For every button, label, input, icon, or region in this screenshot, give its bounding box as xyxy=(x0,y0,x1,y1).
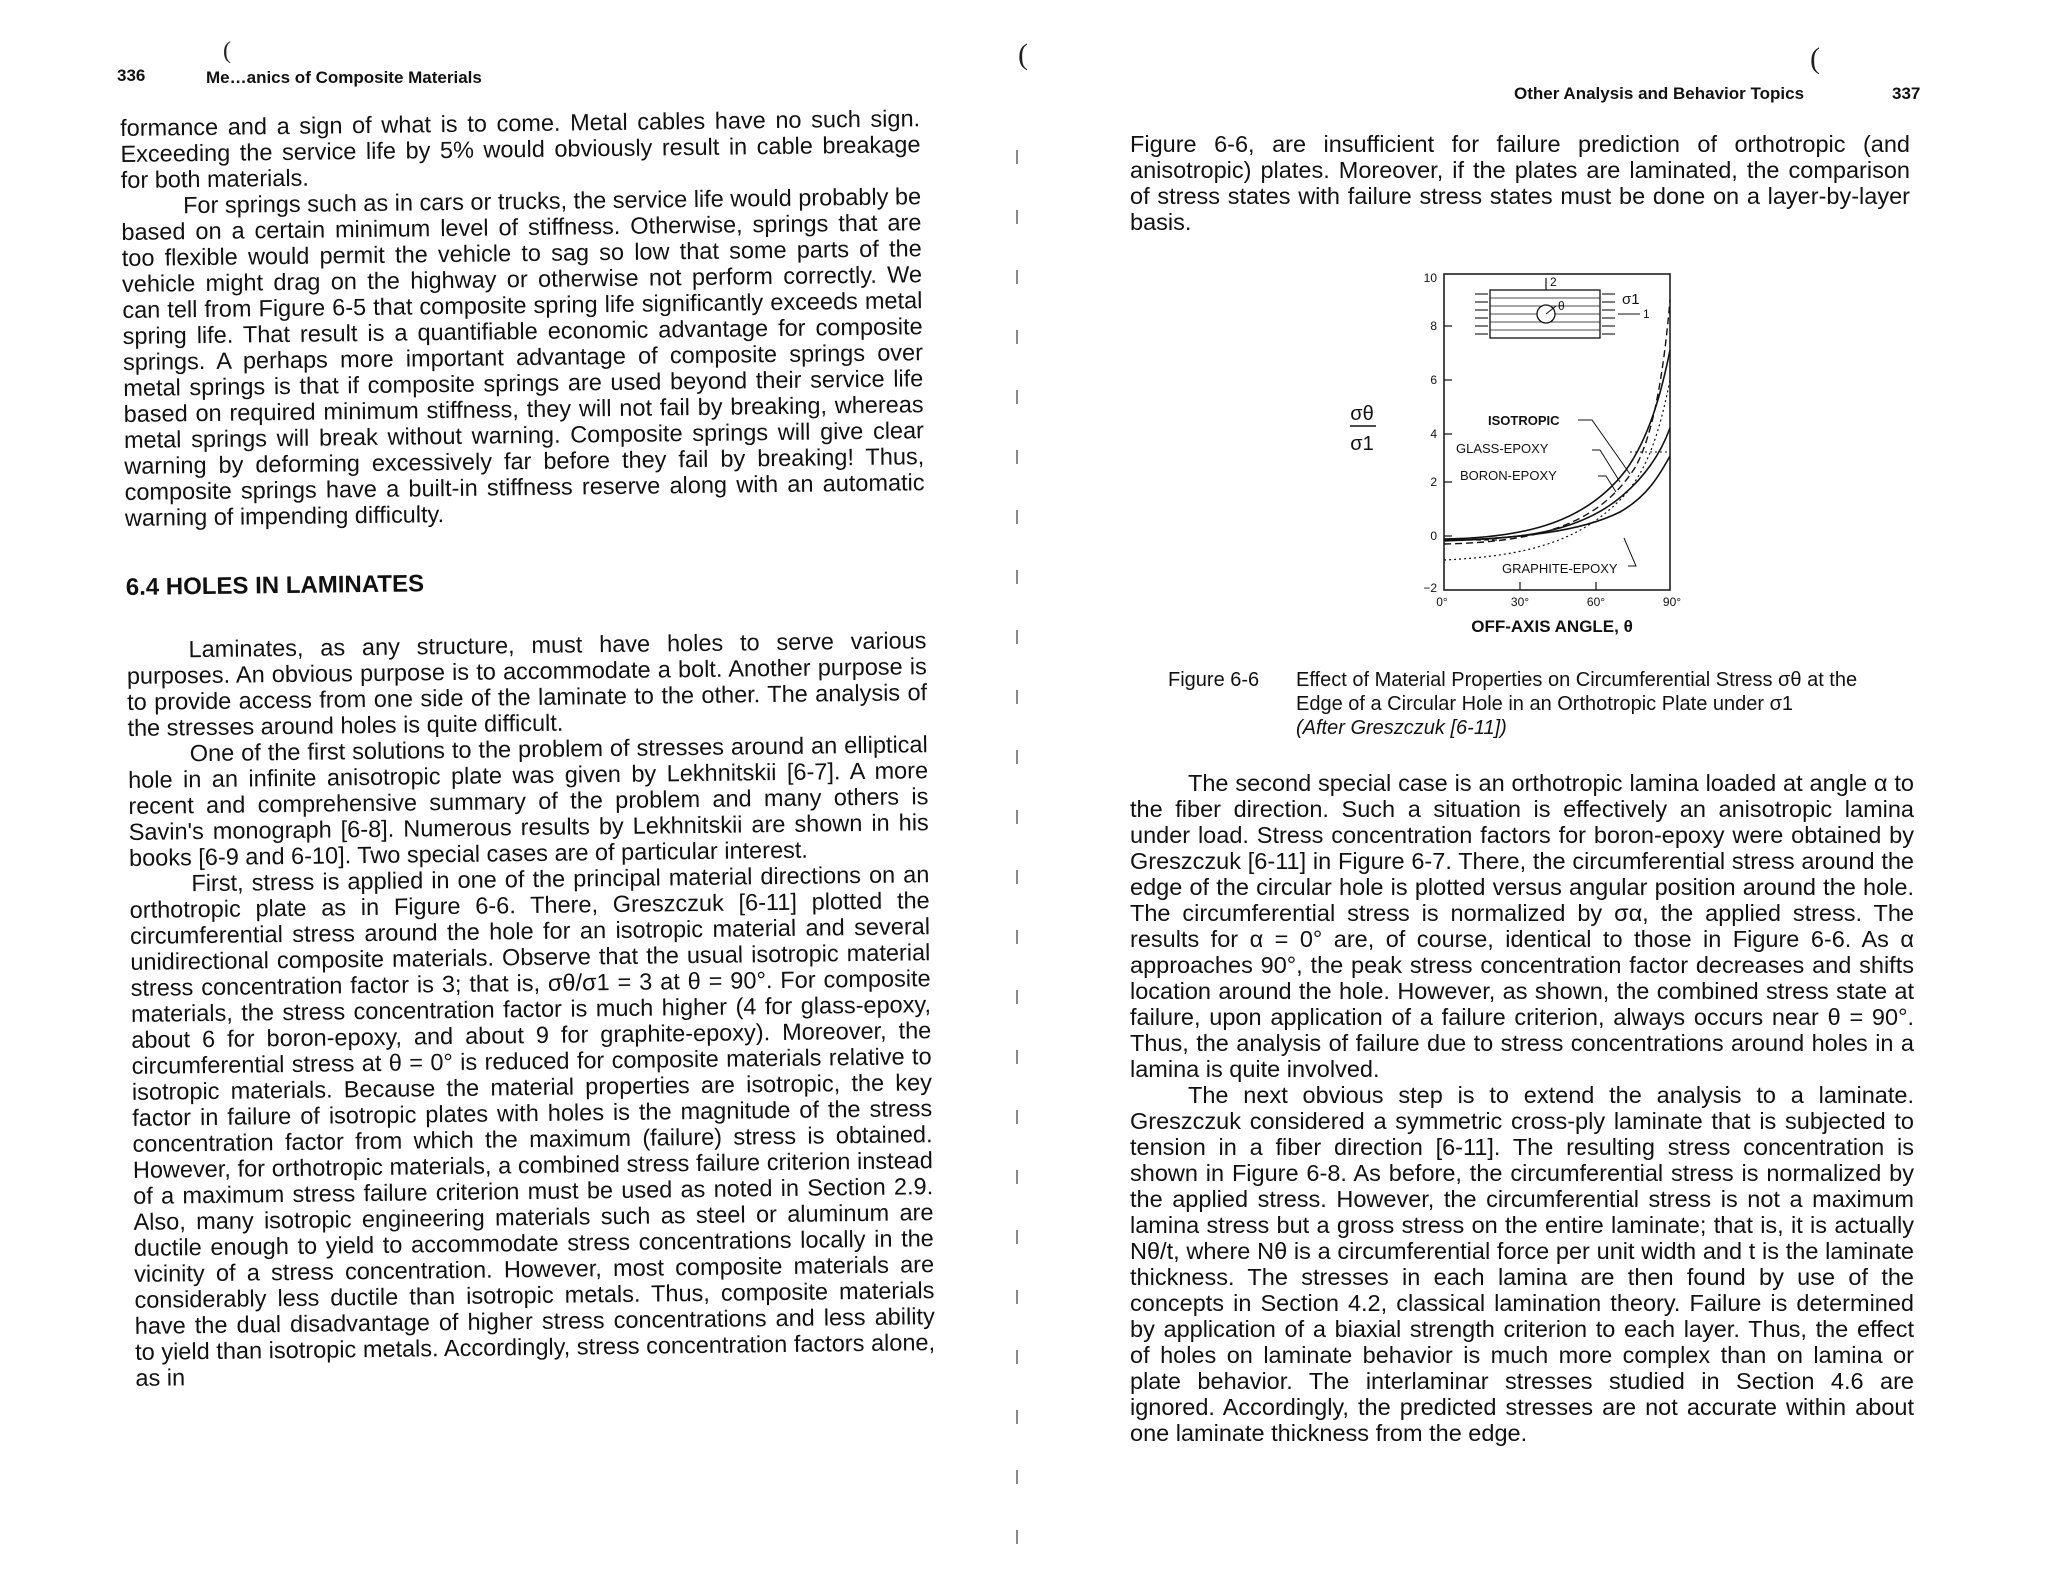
paragraph: For springs such as in cars or trucks, the service life would probably be based on a certain minimum level of stiffness. Otherwise, springs that are too flexible would permit the vehicle to sag so low that some parts of the vehicle might drag on the highway or otherwise not perform correctly. We can tell from Figure 6-5 that composite spring life significantly exceeds metal spring life. That result is a quantifiable economic advantage for composite springs. A perhaps more important advantage of composite springs over metal springs is that if composite springs are used beyond their service life based on required minimum stiffness, they will not fail by breaking, whereas metal springs will break without warning. Composite springs will give clear warning by deforming excessively far before they fail by breaking! Thus, composite springs have a built-in stiffness reserve along with an automatic warning of impending difficulty. xyxy=(121,183,925,531)
label-isotropic: ISOTROPIC xyxy=(1488,413,1560,428)
x-axis-label: OFF-AXIS ANGLE, θ xyxy=(1471,617,1633,636)
caption-number: Figure 6-6 xyxy=(1168,669,1260,691)
paragraph: The second special case is an orthotropic lamina loaded at angle α to the fiber direction. Such a situation is effectively an anisotropic lamina under load. Stress concentration factors for boron-epoxy were obtained by Greszczuk [6-11] in Figure 6-7. There, the circumferential stress around the edge of the circular hole is plotted versus angular position around the hole. The circumferential stress is normalized by σα, the applied stress. The results for α = 0° are, of course, identical to those in Figure 6-6. As α approaches 90°, the peak stress concentration factor decreases and shifts location around the hole. However, as shown, the combined stress state at failure, upon application of a failure criterion, always occurs near θ = 90°. Thus, the analysis of failure due to stress concentrations around holes in a lamina is quite involved. xyxy=(1130,770,1914,1082)
label-boron-epoxy: BORON-EPOXY xyxy=(1460,468,1557,483)
stress-curves xyxy=(1444,300,1670,560)
y-tick-label: 6 xyxy=(1430,373,1437,387)
paragraph: The next obvious step is to extend the analysis to a laminate. Greszczuk considered a symmetric cross-ply laminate that is subjected to tension in a fiber direction [6-11]. The resulting stress concentration is shown in Figure 6-8. As before, the circumferential stress is normalized by the applied stress. However, the circumferential stress is not a maximum lamina stress but a gross stress on the entire laminate; that is, it is actually Nθ/t, where Nθ is a circumferential force per unit width and t is the laminate thickness. The stresses in each lamina are then found by use of the concepts in Section 4.2, classical lamination theory. Failure is determined by application of a biaxial strength criterion to each layer. Thus, the effect of holes on laminate behavior is much more complex than on lamina or plate behavior. The interlaminar stresses studied in Section 4.6 are ignored. Accordingly, the predicted stresses are not accurate within about one laminate thickness from the edge. xyxy=(1130,1082,1914,1446)
x-tick-label: 0° xyxy=(1436,595,1448,609)
paragraph: First, stress is applied in one of the principal material directions on an orthotropic plate as in Figure 6-6. There, Greszczuk [6-11] plotted the circumferential stress around the hole for an isotropic material and several unidirectional composite materials. Observe that the usual isotropic material stress concentration factor is 3; that is, σθ/σ1 = 3 at θ = 90°. For composite materials, the stress concentration factor is much higher (4 for glass-epoxy, about 6 for boron-epoxy, and about 9 for graphite-epoxy). Moreover, the circumferential stress at θ = 0° is reduced for composite materials relative to isotropic materials. Because the material properties are isotropic, the key factor in failure of isotropic plates with holes is the magnitude of the stress concentration factor from which the maximum (failure) stress is obtained. However, for orthotropic materials, a combined stress failure criterion instead of a maximum stress failure criterion must be used as noted in Section 2.9. Also, many isotropic engineering materials such as steel or aluminum are ductile enough to yield to accommodate stress concentrations locally in the vicinity of a stress concentration. However, most composite materials are considerably less ductile than isotropic metals. Thus, composite materials have the dual disadvantage of higher stress concentrations and less ability to yield than isotropic metals. Accordingly, stress concentration factors alone, as in xyxy=(129,861,936,1391)
y-tick-label: −2 xyxy=(1423,581,1437,595)
leader-lines xyxy=(1578,420,1636,566)
caption-text: Effect of Material Properties on Circumferential Stress σθ at the Edge of a Circular Hole in an Orthotropic Plate under σ1 xyxy=(1296,669,1858,715)
left-page xyxy=(0,0,1010,1582)
page-number: 337 xyxy=(1892,84,1921,103)
y-label-numerator: σθ xyxy=(1350,403,1374,425)
caption-body xyxy=(1296,668,1896,740)
y-tick-label: 8 xyxy=(1430,319,1437,333)
label-glass-epoxy: GLASS-EPOXY xyxy=(1456,441,1549,456)
caption-credit: (After Greszczuk [6-11]) xyxy=(1296,717,1507,739)
page-number: 336 xyxy=(117,66,146,85)
binding-mark: ( xyxy=(1810,42,1820,75)
y-label-denominator: σ1 xyxy=(1350,433,1374,455)
inset-axis-2: 2 xyxy=(1550,275,1557,289)
running-title: Other Analysis and Behavior Topics xyxy=(1514,84,1805,103)
y-tick-label: 4 xyxy=(1430,427,1437,441)
y-tick-label: 0 xyxy=(1430,529,1437,543)
running-title: Me…anics of Composite Materials xyxy=(206,68,482,87)
right-page xyxy=(1030,0,2048,1582)
figure-6-6 xyxy=(1330,260,1750,640)
y-tick-label: 10 xyxy=(1423,271,1437,285)
gutter-marks xyxy=(1016,150,1018,1570)
stress-plot xyxy=(1330,260,1750,640)
paragraph: Figure 6-6, are insufficient for failure prediction of orthotropic (and anisotropic) plates. Moreover, if the plates are laminated, the comparison of stress states with failure stress states must be done on a layer-by-layer basis. xyxy=(1130,131,1910,235)
inset-theta: θ xyxy=(1558,299,1565,313)
x-tick-label: 90° xyxy=(1662,595,1682,609)
label-graphite-epoxy: GRAPHITE-EPOXY xyxy=(1502,561,1618,576)
left-column xyxy=(120,105,936,1391)
binding-mark: ( xyxy=(223,38,231,64)
x-tick-label: 30° xyxy=(1510,595,1530,609)
tick-marks xyxy=(1444,326,1596,590)
paragraph: formance and a sign of what is to come. Metal cables have no such sign. Exceeding the service life by 5% would obviously result in cable breakage for both materials. xyxy=(120,105,921,193)
section-heading: 6.4 HOLES IN LAMINATES xyxy=(125,570,425,601)
inset-axis-1: 1 xyxy=(1643,307,1650,321)
binding-mark: ( xyxy=(1018,38,1028,71)
y-tick-label: 2 xyxy=(1430,475,1437,489)
paragraph: One of the first solutions to the problem of stresses around an elliptical hole in an infinite anisotropic plate was given by Lekhnitskii [6-7]. A more recent and comprehensive summary of the problem and many others is Savin's monograph [6-8]. Numerous results by Lekhnitskii are shown in his books [6-9 and 6-10]. Two special cases are of particular interest. xyxy=(127,731,929,871)
right-top-column xyxy=(1130,131,1910,235)
paragraph: Laminates, as any structure, must have holes to serve various purposes. An obvious purpose is to accommodate a bolt. Another purpose is to provide access from one side of the laminate to the other. The analysis of the stresses around holes is quite difficult. xyxy=(126,627,928,741)
right-bottom-column xyxy=(1130,770,1914,1446)
x-tick-label: 60° xyxy=(1586,595,1606,609)
inset-sigma: σ1 xyxy=(1622,291,1640,308)
